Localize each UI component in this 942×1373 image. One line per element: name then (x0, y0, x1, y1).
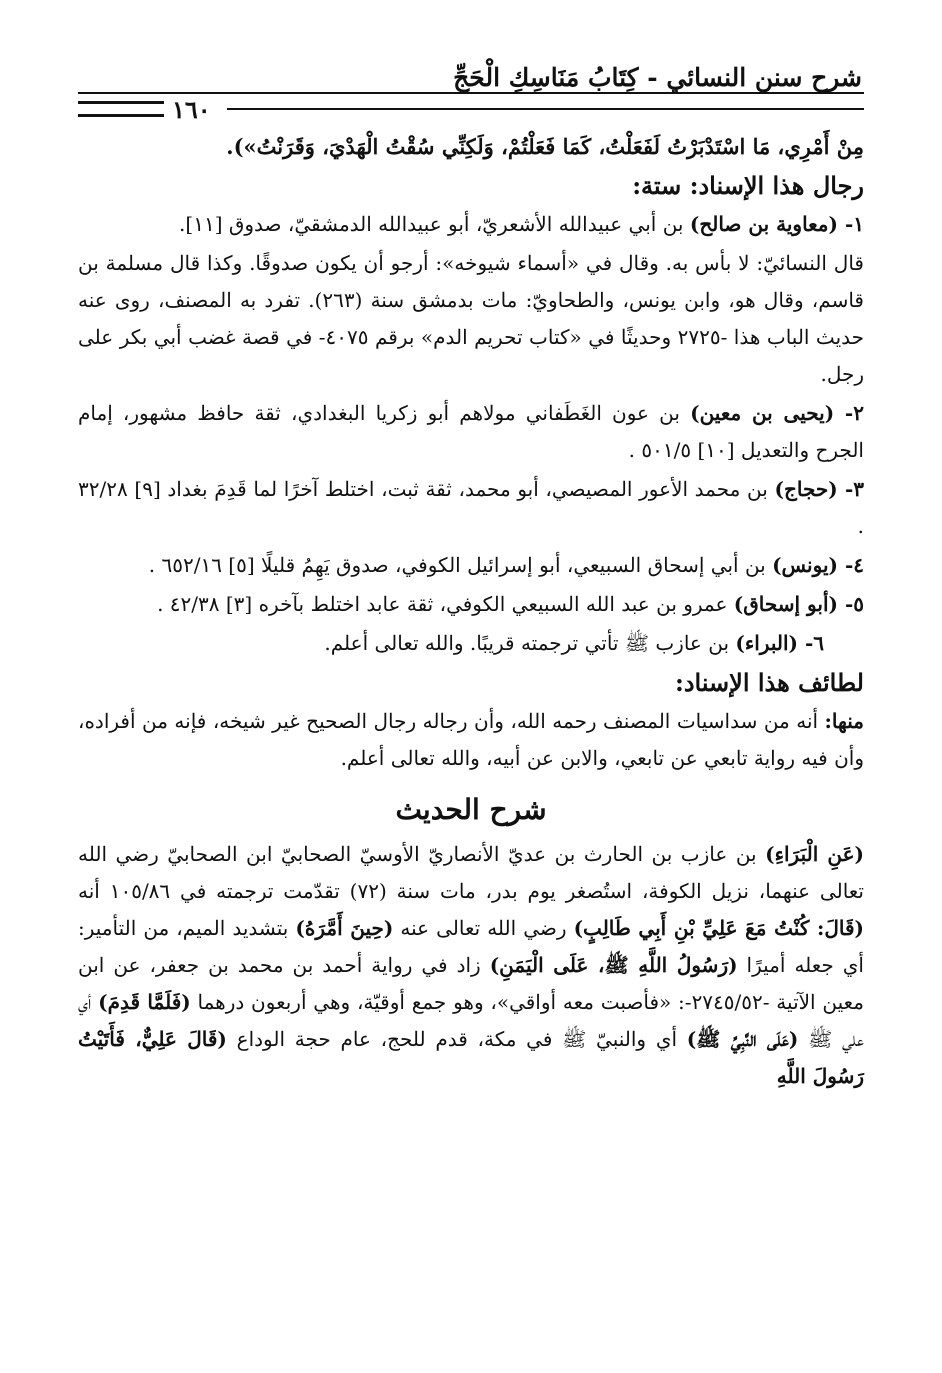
narrator-name: ٦- (البراء) (735, 631, 824, 655)
commentary-paragraph (78, 836, 864, 1095)
narrator-entry (78, 395, 864, 469)
commentary-quote: (عَلَى النَّبِيِّ ﷺ) (686, 1027, 799, 1051)
commentary-quote: (قَالَ عَلِيٌّ، فَأَتَيْتُ رَسُولَ اللَّهِ (78, 1027, 864, 1088)
narrator-entry (78, 471, 864, 545)
header-rule (227, 108, 864, 110)
page-number: ١٦٠ (172, 94, 211, 124)
commentary-text: أي والنبيّ ﷺ في مكة، قدم للحج، عام حجة الوداع (226, 1027, 687, 1051)
commentary-quote: (قَالَ: كُنْتُ مَعَ عَلِيِّ بْنِ أَبِي طَالِبٍ) (573, 916, 865, 940)
commentary-text: بن عازب بن الحارث بن عديّ الأنصاريّ الأوسيّ الصحابيّ ابن الصحابيّ رضي الله تعالى عنهما، نزيل الكوفة، استُصغر يوم بدر، مات سنة (٧٢) تقدّمت ترجمته في ١٠٥/٨٦ أنه (78, 842, 864, 903)
narrator-entry (78, 625, 864, 662)
narrator-note-text: قال النسائيّ: لا بأس به. وقال في «أسماء شيوخه»: أرجو أن يكون صدوقًا. وكذا قال مسلمة بن قاسم، وقال هو، وابن يونس، والطحاويّ: مات بدمشق سنة (٢٦٣). تفرد به المصنف، روى عنه حديث الباب هذا -٢٧٢٥ وحديثًا في «كتاب تحريم الدم» برقم ٤٠٧٥- في قصة غضب أبي بكر على رجل. (78, 251, 865, 386)
commentary-heading: شرح الحديث (395, 793, 547, 826)
page-number-row (78, 94, 864, 124)
commentary-text: بتشديد الميم، من التأمير: أي جعله أميرًا (78, 916, 864, 977)
subtleties-paragraph (78, 703, 864, 777)
running-title: شرح سنن النسائي - كِتَابُ مَنَاسِكِ الْحَجِّ (453, 63, 862, 92)
book-page (78, 58, 864, 1097)
narrator-description: عمرو بن عبد الله السبيعي الكوفي، ثقة عابد اختلط بآخره [٣] ٤٢/٣٨ . (157, 592, 734, 616)
narrator-entry (78, 586, 864, 623)
narrator-description: بن محمد الأعور المصيصي، أبو محمد، ثقة ثبت، اختلط آخرًا لما قَدِمَ بغداد [٩] ٣٢/٢٨ . (78, 477, 864, 538)
running-header (78, 58, 864, 94)
narrator-description: بن أبي عبيدالله الأشعريّ، أبو عبيدالله الدمشقيّ، صدوق [١١]. (179, 212, 690, 236)
subtleties-lead: منها: (824, 709, 864, 733)
page-number-double-rule (78, 101, 164, 117)
narrator-name: ٣- (حجاج) (774, 477, 864, 501)
narrator-description: بن أبي إسحاق السبيعي، أبو إسرائيل الكوفي، صدوق يَهِمُ قليلًا [٥] ٦٥٢/١٦ . (148, 553, 773, 577)
commentary-quote: (عَنِ الْبَرَاءِ) (765, 842, 864, 866)
narrator-name: ١- (معاوية بن صالح) (689, 212, 864, 236)
narrator-name: ٤- (يونس) (772, 553, 864, 577)
commentary-quote: (حِينَ أَمَّرَهُ) (295, 916, 394, 940)
hadith-text-ending: مِنْ أَمْرِي، مَا اسْتَدْبَرْتُ لَفَعَلْتُ، كَمَا فَعَلْتُمْ، وَلَكِنِّي سُقْتُ الْهَدْيَ، وَقَرَنْتُ»). (226, 134, 864, 159)
subtleties-text: أنه من سداسيات المصنف رحمه الله، وأن رجاله رجال الصحيح غير شيخه، فإنه من أفراده، وأن فيه رواية تابعي عن تابعي، والابن عن أبيه، والله تعالى أعلم. (78, 709, 864, 770)
commentary-text: رضي الله تعالى عنه (393, 916, 574, 940)
subtleties-heading: لطائف هذا الإسناد: (674, 668, 864, 697)
commentary-quote: (رَسُولُ اللَّهِ ﷺ، عَلَى الْيَمَنِ) (489, 953, 738, 977)
narrator-description: بن عون الغَطَفاني مولاهم أبو زكريا البغدادي، ثقة حافظ مشهور، إمام الجرح والتعديل [١٠] ٥٠١/٥ . (78, 401, 864, 462)
commentary-text: أي علي ﷺ (78, 990, 864, 1051)
page-body (78, 128, 864, 1095)
narrator-entry (78, 547, 864, 584)
commentary-quote: (فَلَمَّا قَدِمَ) (98, 990, 191, 1014)
narrator-note (78, 245, 864, 393)
narrator-description: بن عازب ﷺ تأتي ترجمته قريبًا. والله تعالى أعلم. (324, 631, 736, 655)
narrators-heading: رجال هذا الإسناد: ستة: (632, 171, 864, 200)
narrator-entry (78, 206, 864, 243)
narrator-name: ٢- (يحيى بن معين) (690, 401, 864, 425)
narrator-name: ٥- (أبو إسحاق) (733, 592, 864, 616)
commentary-text: زاد في رواية أحمد بن محمد بن جعفر، عن ابن معين الآتية -٢٧٤٥/٥٢-: «فأصبت معه أواقي»، وهو جمع أوقيّة، وهي أربعون درهما (78, 953, 864, 1014)
